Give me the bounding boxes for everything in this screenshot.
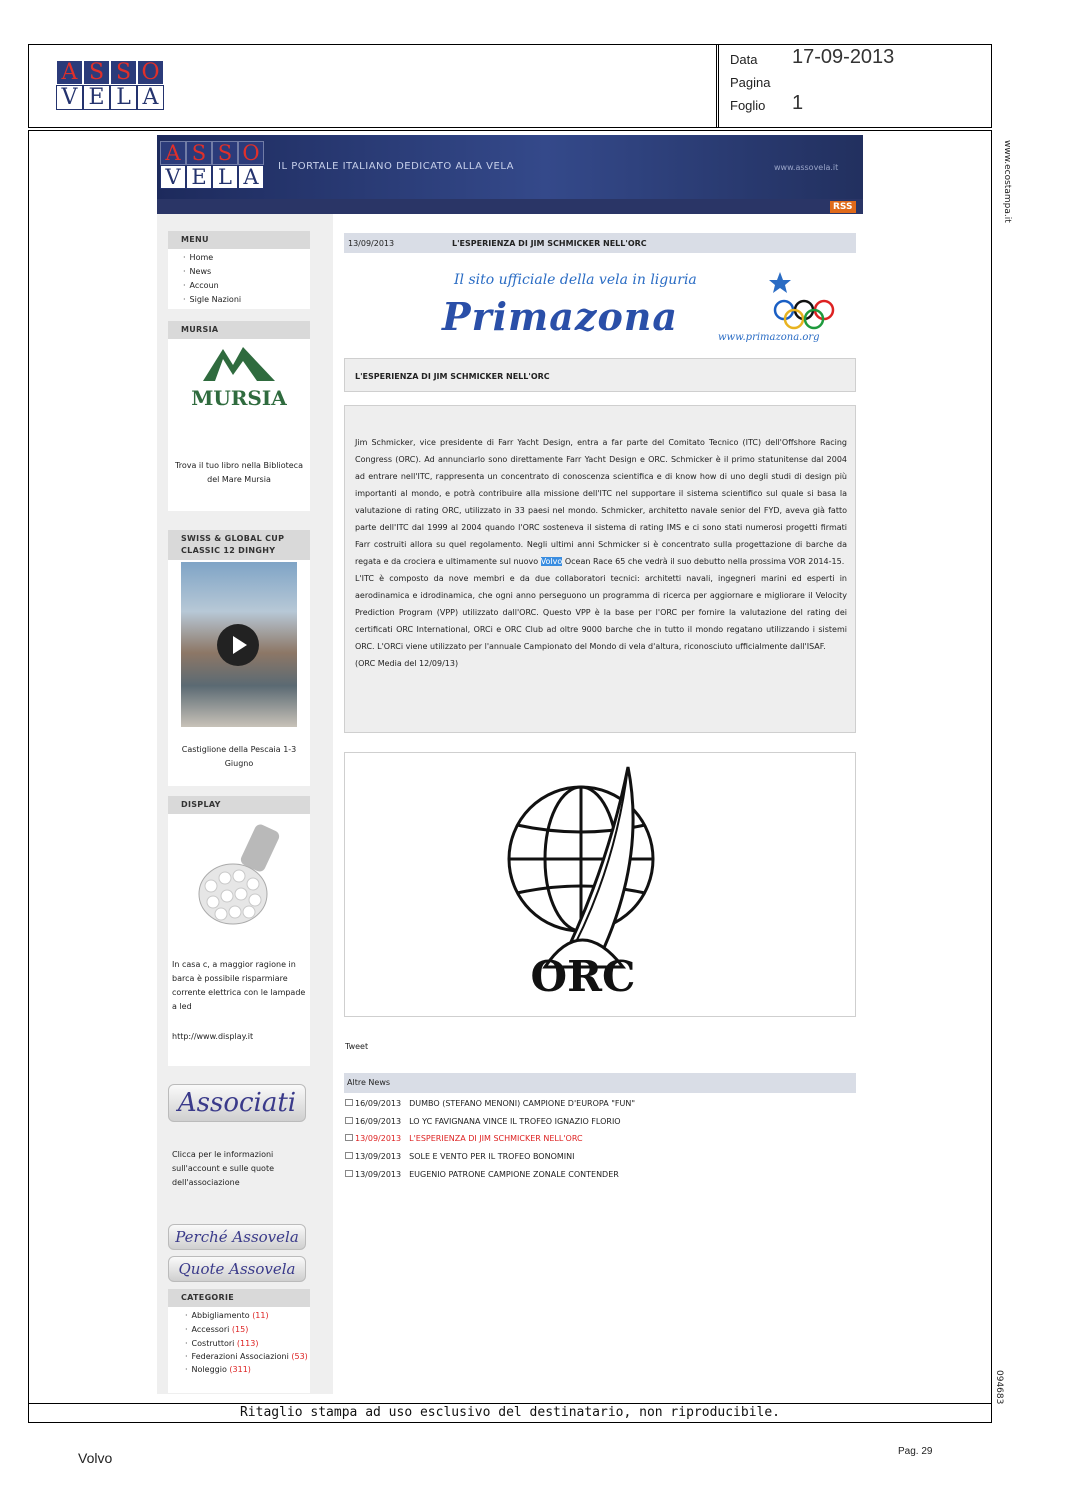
- menu-item-nations[interactable]: · Sigle Nazioni: [183, 293, 310, 307]
- article-header: [344, 233, 856, 253]
- logo-letter: S: [186, 141, 212, 165]
- mursia-title: MURSIA: [168, 321, 310, 339]
- document-footer-keyword: Volvo: [78, 1450, 113, 1466]
- document-icon: [345, 1117, 353, 1124]
- orc-logo: [345, 753, 857, 1018]
- news-item[interactable]: 16/09/2013 DUMBO (STEFANO MENONI) CAMPIONE D'EUROPA "FUN": [345, 1099, 635, 1108]
- logo-letter: V: [56, 85, 83, 110]
- data-label: Data: [730, 52, 758, 67]
- nav-bar: [157, 199, 863, 214]
- other-news-header: [344, 1073, 856, 1093]
- swiss-cup-box: [168, 530, 310, 786]
- logo-letter: A: [56, 60, 83, 85]
- category-item[interactable]: · Noleggio (311): [185, 1363, 310, 1377]
- orc-logo-box: [344, 752, 856, 1017]
- associati-box: [168, 1080, 310, 1280]
- orc-wordmark: ORC: [530, 952, 636, 1001]
- display-link[interactable]: http://www.display.it: [172, 1032, 254, 1041]
- category-item[interactable]: · Federazioni Associazioni (53): [185, 1351, 310, 1363]
- logo-letter: O: [137, 60, 164, 85]
- menu-item-account[interactable]: · Accoun: [183, 279, 310, 293]
- mursia-wordmark: MURSIA: [191, 386, 287, 410]
- pagina-label: Pagina: [730, 75, 771, 90]
- document-page-number: Pag. 29: [898, 1446, 933, 1457]
- footer-rule: [28, 1403, 992, 1404]
- side-code: www.ecostampa.it: [1002, 140, 1012, 223]
- data-value: 17-09-2013: [792, 46, 895, 68]
- primazona-logo: Primazona: [442, 294, 679, 339]
- logo-letter: S: [212, 141, 238, 165]
- associati-text: Clicca per le informazioni sull'account e sulle quote dell'associazione: [168, 1144, 310, 1194]
- logo-letter: S: [110, 60, 137, 85]
- highlight-volvo: Volvo: [540, 557, 563, 566]
- logo-letter: L: [212, 165, 238, 189]
- quote-assovela-button[interactable]: Quote Assovela: [168, 1256, 306, 1282]
- foglio-value: 1: [792, 92, 804, 114]
- mursia-logo[interactable]: [181, 343, 297, 419]
- mursia-text[interactable]: Trova il tuo libro nella Biblioteca del Mare Mursia: [175, 461, 303, 484]
- document-icon: [345, 1134, 353, 1141]
- category-item[interactable]: · Costruttori (113): [185, 1337, 310, 1351]
- article-paragraph-1: Jim Schmicker, vice presidente di Farr Yacht Design, entra a far parte del Comitato Tecnico (ITC) dell'Offshore Racing Congress (ORC). Ad annunciarlo sono direttamente Farr Yacht Design e ORC. Schmicker è il primo statunitense dal 2004 ad entrare nell'ITC, rappresenta un concentrato di conoscenza scientifica e di know how di uno degli studi di design più importanti al mondo, e potrà contribuire alla missione dell'ITC nel supportare il sistema scientifico sul quale si basa la valutazione di rating ORC, utilizzato in 33 paesi nel mondo. Schmicker, architetto navale senior del FYD, aveva già fatto parte dell'ITC dal 1999 al 2004 quando l'ORC sosteneva il sistema di rating IMS e ci sono stati numerosi progetti firmati Farr costruiti allora su quel regolamento. Negli ultimi anni Schmicker si è concentrato sulla progettazione di barche da regata e da crociera e ultimamente sul nuovo Volvo Ocean Race 65 che vedrà il suo debutto nella prossima VOR 2014-15.: [355, 438, 847, 566]
- olympic-rings-icon: [762, 270, 852, 330]
- reproduction-notice: Ritaglio stampa ad uso esclusivo del destinatario, non riproducibile.: [239, 1405, 781, 1420]
- logo-letter: E: [186, 165, 212, 189]
- mursia-mountain-icon: [199, 343, 279, 383]
- video-thumbnail[interactable]: [181, 562, 297, 727]
- mursia-box: [168, 321, 310, 511]
- categorie-title: CATEGORIE: [168, 1289, 310, 1307]
- primazona-url: www.primazona.org: [718, 332, 820, 343]
- menu-item-news[interactable]: · News: [183, 265, 310, 279]
- menu-item-home[interactable]: · Home: [183, 251, 310, 265]
- logo-letter: O: [238, 141, 264, 165]
- site-logo[interactable]: [160, 141, 264, 189]
- logo-letter: S: [83, 60, 110, 85]
- logo-letter: V: [160, 165, 186, 189]
- led-bulb-image[interactable]: [181, 816, 297, 940]
- display-title: DISPLAY: [168, 796, 310, 814]
- led-bulb-icon: [181, 816, 297, 940]
- tweet-button[interactable]: Tweet: [345, 1042, 369, 1051]
- logo-letter: E: [83, 85, 110, 110]
- category-item[interactable]: · Accessori (15): [185, 1323, 310, 1337]
- logo-letter: A: [137, 85, 164, 110]
- logo-letter: A: [160, 141, 186, 165]
- play-icon[interactable]: [217, 624, 259, 666]
- primazona-tagline: Il sito ufficiale della vela in liguria: [454, 272, 697, 288]
- other-news-title: Altre News: [347, 1078, 391, 1087]
- rss-button[interactable]: RSS: [830, 201, 856, 213]
- display-text: In casa c, a maggior ragione in barca è possibile risparmiare corrente elettrica con le lampade a led: [172, 960, 306, 1011]
- header-divider: [716, 44, 717, 128]
- perche-assovela-button[interactable]: Perché Assovela: [168, 1224, 306, 1250]
- news-item[interactable]: 13/09/2013 EUGENIO PATRONE CAMPIONE ZONALE CONTENDER: [345, 1170, 619, 1179]
- logo-letter: L: [110, 85, 137, 110]
- article-title: L'ESPERIENZA DI JIM SCHMICKER NELL'ORC: [355, 372, 550, 381]
- assovela-logo: [56, 60, 164, 110]
- article-date: 13/09/2013: [348, 239, 395, 248]
- news-item-active[interactable]: 13/09/2013 L'ESPERIENZA DI JIM SCHMICKER NELL'ORC: [345, 1134, 583, 1143]
- article-header-title: L'ESPERIENZA DI JIM SCHMICKER NELL'ORC: [452, 239, 647, 248]
- menu-box: [168, 231, 310, 309]
- primazona-banner[interactable]: [440, 262, 854, 350]
- categorie-box: [168, 1289, 310, 1393]
- site-url: www.assovela.it: [774, 163, 839, 172]
- site-tagline: IL PORTALE ITALIANO DEDICATO ALLA VELA: [278, 161, 514, 172]
- side-number: 094683: [994, 1370, 1004, 1405]
- article-source: (ORC Media del 12/09/13): [355, 659, 459, 668]
- category-item[interactable]: · Abbigliamento (11): [185, 1309, 310, 1323]
- foglio-label: Foglio: [730, 98, 766, 113]
- swiss-cup-title: SWISS & GLOBAL CUP CLASSIC 12 DINGHY: [168, 530, 310, 560]
- article-body-box: [344, 405, 856, 733]
- document-icon: [345, 1099, 353, 1106]
- header-divider: [718, 44, 719, 128]
- display-box: [168, 796, 310, 1066]
- article-title-box: [344, 358, 856, 392]
- associati-button[interactable]: Associati: [168, 1084, 306, 1122]
- swiss-cup-caption: Castiglione della Pescaia 1-3 Giugno: [181, 745, 297, 768]
- menu-title: MENU: [168, 231, 310, 249]
- logo-letter: A: [238, 165, 264, 189]
- news-item[interactable]: 13/09/2013 SOLE E VENTO PER IL TROFEO BONOMINI: [345, 1152, 574, 1161]
- news-item[interactable]: 16/09/2013 LO YC FAVIGNANA VINCE IL TROFEO IGNAZIO FLORIO: [345, 1117, 621, 1126]
- document-icon: [345, 1152, 353, 1159]
- document-icon: [345, 1170, 353, 1177]
- article-paragraph-2: L'ITC è composto da nove membri e da due collaboratori tecnici: architetti navali, ingegneri marini ed esperti in aerodinamica e idrodinamica, che ogni anno perseguono un programma di ricerca per aggiornare e migliorare il Velocity Prediction Program (VPP) utilizzato dall'ORC. Questo VPP è la base per l'ORC per fornire la valutazione del rating dei certificati ORC International, ORCi e ORC Club ad oltre 9000 barche che in tutto il mondo regatano utilizzando i sistemi ORC. L'ORCi viene utilizzato per l'annuale Campionato del Mondo di vela d'altura, riconosciuto ufficialmente dall'ISAF.: [355, 574, 847, 651]
